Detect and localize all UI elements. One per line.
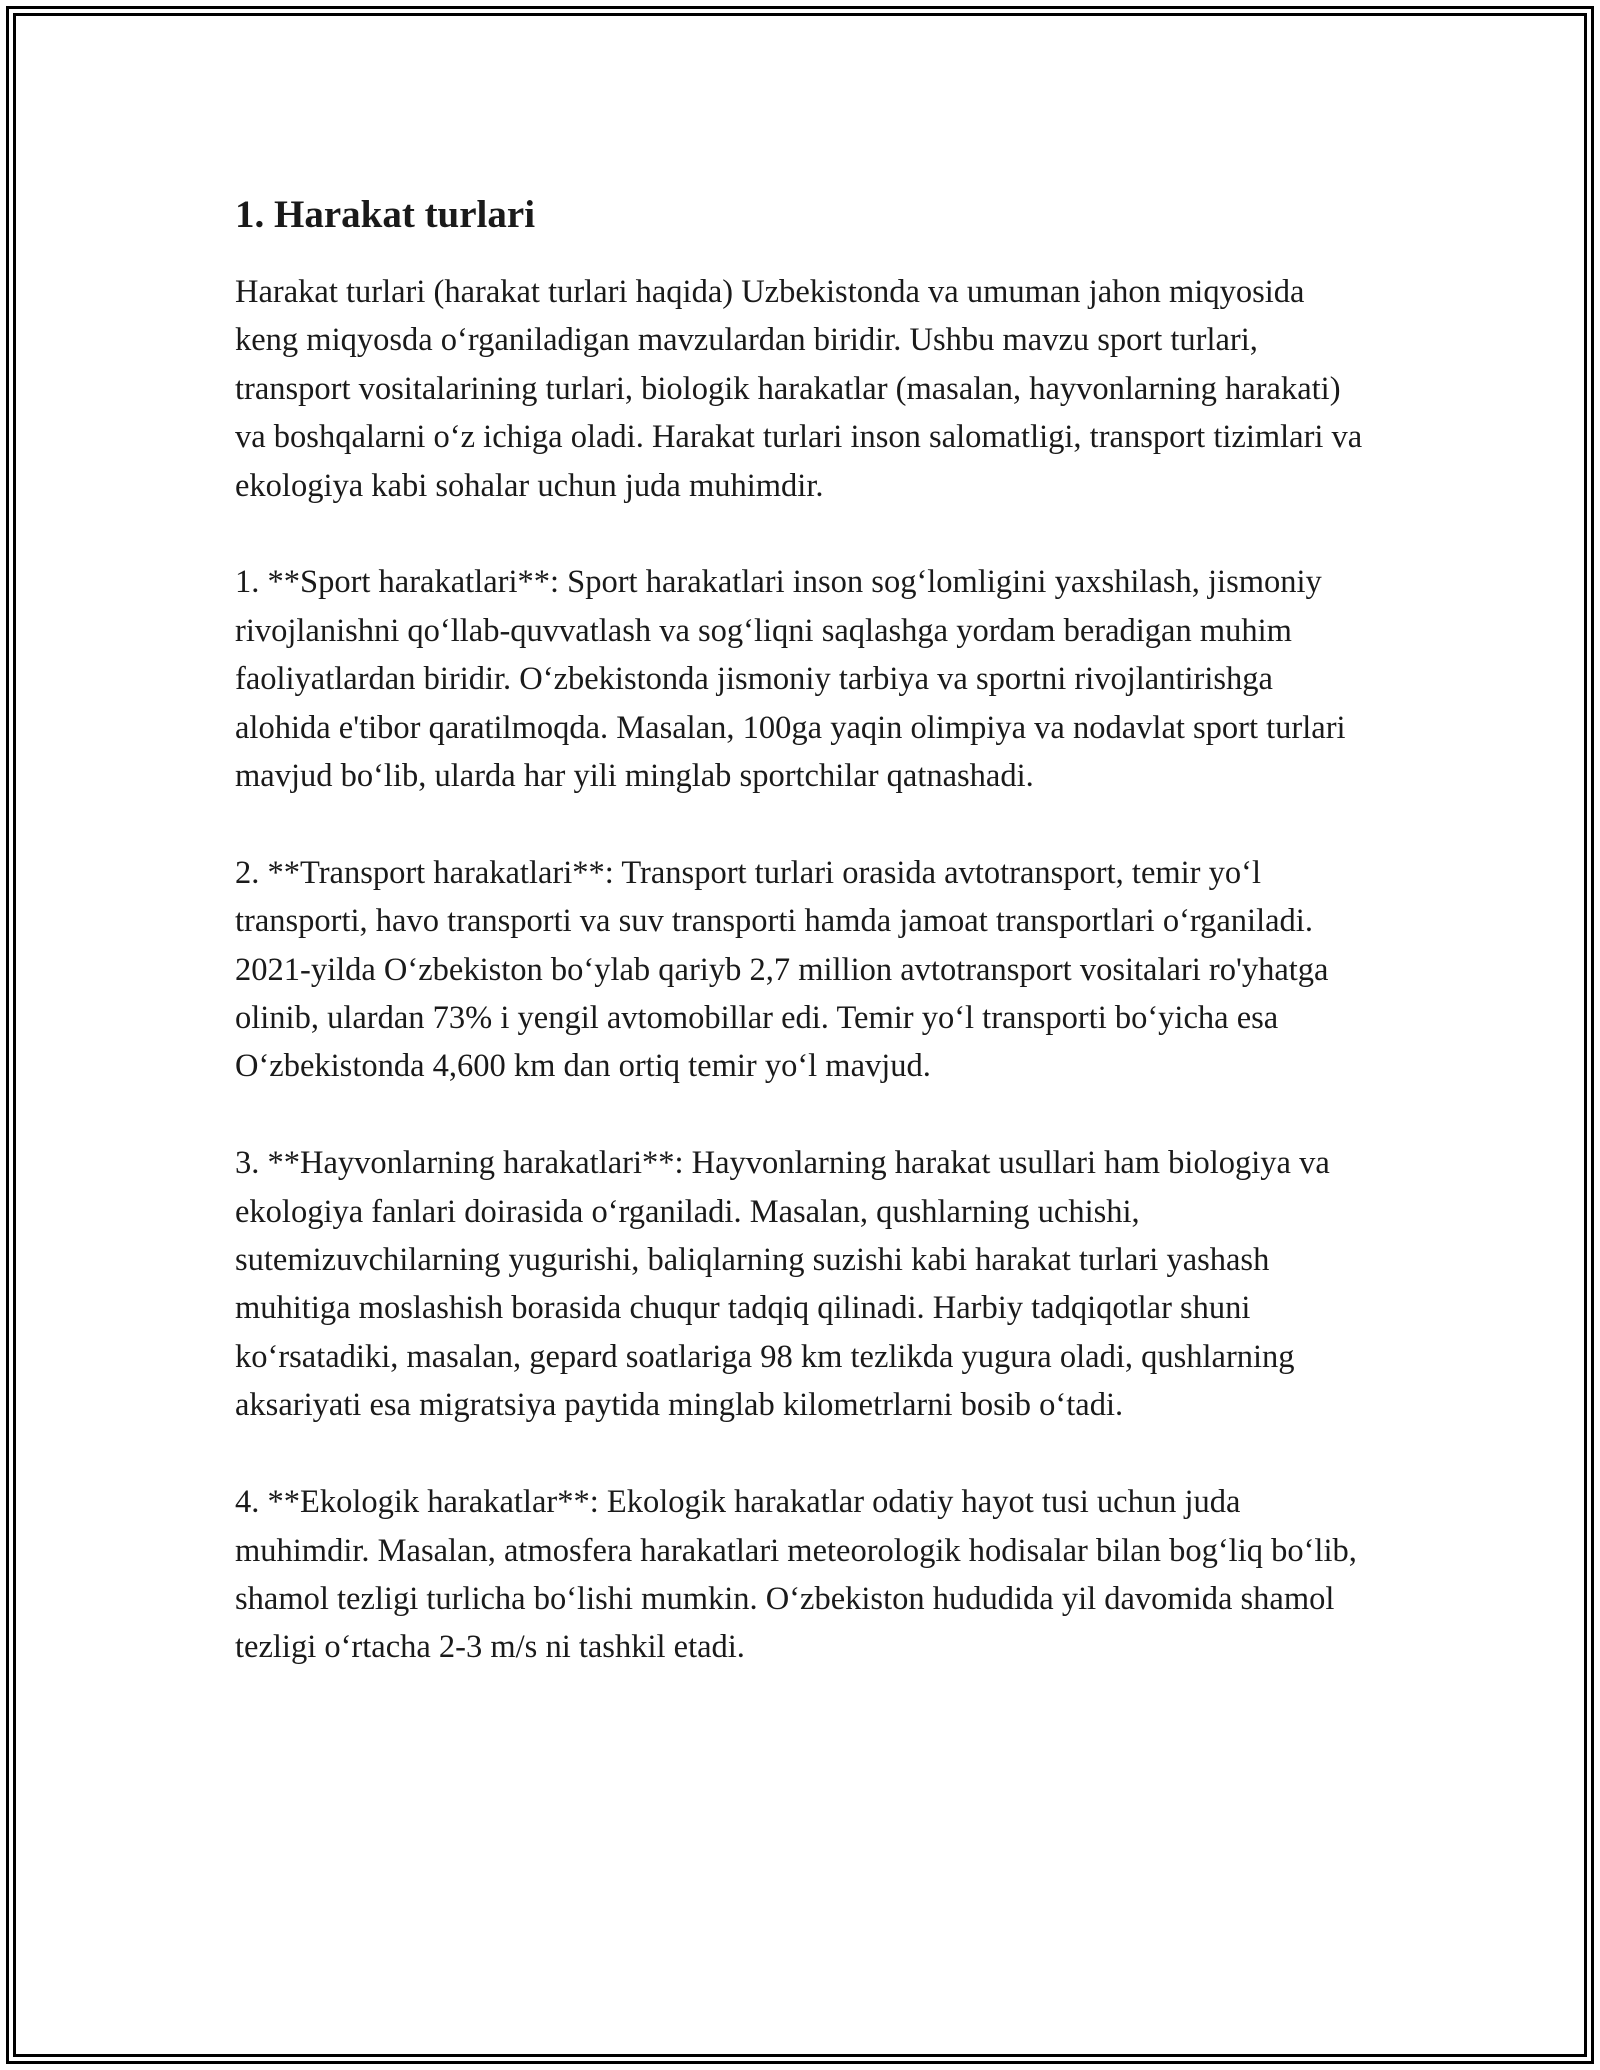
section-heading: 1. Harakat turlari — [235, 193, 536, 236]
paragraph-ecology: 4. **Ekologik harakatlar**: Ekologik harakatlar odatiy hayot tusi uchun juda muhimdir. Masalan, atmosfera harakatlari meteorologik hodisalar bilan bog‘liq bo‘lib, shamol tezligi turlicha bo‘lishi mumkin. O‘zbekiston hududida yil davomida shamol tezligi o‘rtacha 2-3 m/s ni tashkil etadi. — [235, 1484, 1357, 1666]
intro-paragraph: Harakat turlari (harakat turlari haqida) Uzbekistonda va umuman jahon miqyosida keng miqyosda o‘rganiladigan mavzulardan biridir. Ushbu mavzu sport turlari, transport vositalarining turlari, biologik harakatlar (masalan, hayvonlarning harakati) va boshqalarni o‘z ichiga oladi. Harakat turlari inson salomatligi, transport tizimlari va ekologiya kabi sohalar uchun juda muhimdir. — [235, 274, 1363, 504]
paragraph-animals: 3. **Hayvonlarning harakatlari**: Hayvonlarning harakat usullari ham biologiya va ekologiya fanlari doirasida o‘rganiladi. Masalan, qushlarning uchishi, sutemizuvchilarning yugurishi, baliqlarning suzishi kabi harakat turlari yashash muhitiga moslashish borasida chuqur tadqiq qilinadi. Harbiy tadqiqotlar shuni ko‘rsatadiki, masalan, gepard soatlariga 98 km tezlikda yugura oladi, qushlarning aksariyati esa migratsiya paytida minglab kilometrlarni bosib o‘tadi. — [235, 1145, 1330, 1424]
paragraph-transport: 2. **Transport harakatlari**: Transport turlari orasida avtotransport, temir yo‘l transporti, havo transporti va suv transporti hamda jamoat transportlari o‘rganiladi. 2021-yilda O‘zbekiston bo‘ylab qariyb 2,7 million avtotransport vositalari ro'yhatga olinib, ulardan 73% i yengil avtomobillar edi. Temir yo‘l transporti bo‘yicha esa O‘zbekistonda 4,600 km dan ortiq temir yo‘l mavjud. — [235, 854, 1329, 1085]
document-body — [235, 188, 1375, 1720]
paragraph-sport: 1. **Sport harakatlari**: Sport harakatlari inson sog‘lomligini yaxshilash, jismoniy rivojlanishni qo‘llab-quvvatlash va sog‘liqni saqlashga yordam beradigan muhim faoliyatlardan biridir. O‘zbekistonda jismoniy tarbiya va sportni rivojlantirishga alohida e'tibor qaratilmoqda. Masalan, 100ga yaqin olimpiya va nodavlat sport turlari mavjud bo‘lib, ularda har yili minglab sportchilar qatnashadi. — [235, 564, 1346, 795]
